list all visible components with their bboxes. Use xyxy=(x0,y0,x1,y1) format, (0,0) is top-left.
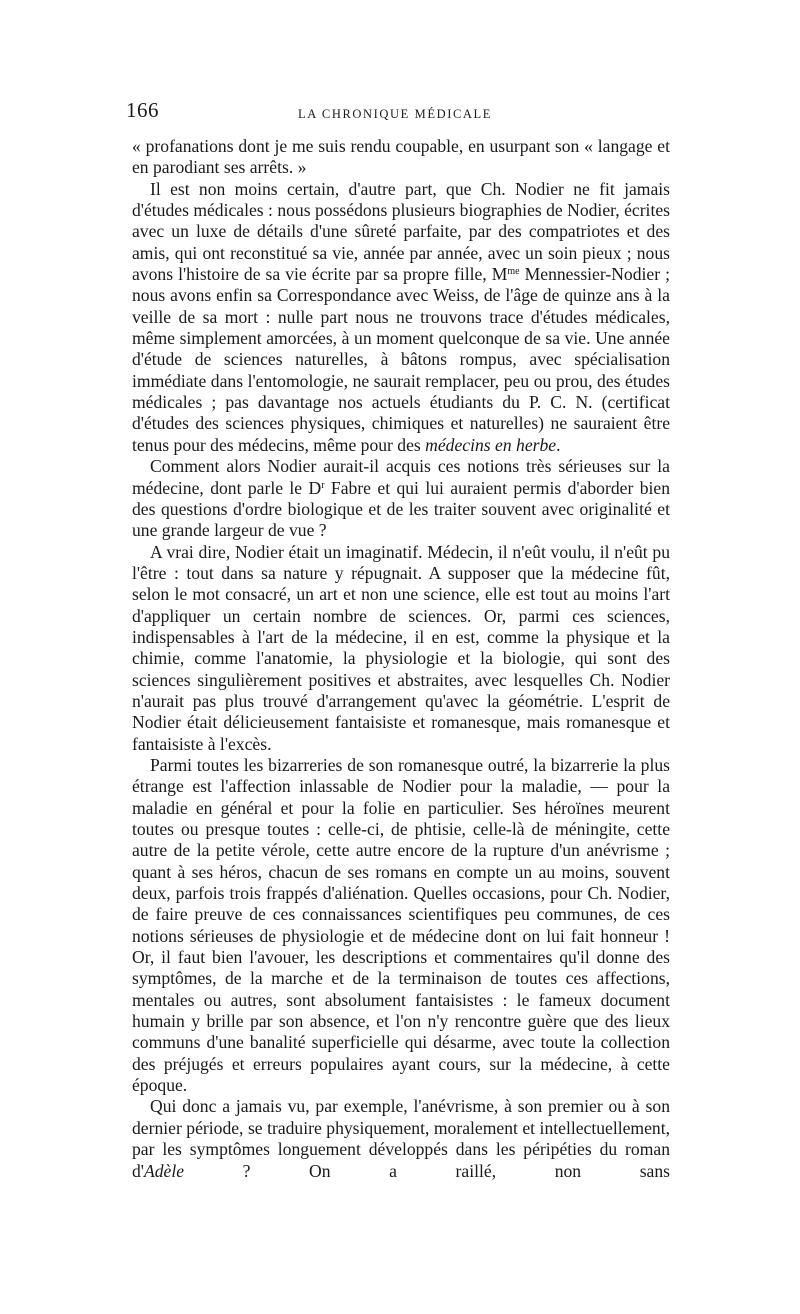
paragraph-anevrisme xyxy=(132,1096,670,1181)
paragraph-nodier-studies xyxy=(132,179,670,456)
paragraph-text: Mennessier-Nodier ; nous avons enfin sa Correspondance avec Weiss, de l'âge de quinze ans à la veille de sa mort : nulle part nous ne trouvons trace d'études médicales, même simplement amorcées, à un moment quelconque de sa vie. Une année d'étude de sciences naturelles, à bâtons rompus, avec spécialisation immédiate dans l'entomologie, ne saurait remplacer, peu ou prou, des études médicales ; pas davantage nos actuels étudiants du P. C. N. (certificat d'études des sciences physiques, chimiques et naturelles) ne sauraient être tenus pour des médecins, même pour des xyxy=(132,264,671,455)
superscript-abbrev: me xyxy=(507,266,520,278)
paragraph-imaginatif xyxy=(132,542,670,755)
running-header xyxy=(126,98,670,128)
italic-phrase: médecins en herbe xyxy=(425,434,557,455)
paragraph-text: Fabre et qui lui auraient permis d'aborder bien des questions d'ordre biologique et de les traiter souvent avec originalité et une grande largeur de vue ? xyxy=(132,477,670,541)
superscript-abbrev: r xyxy=(321,479,325,491)
book-page xyxy=(126,98,671,1182)
page-number: 166 xyxy=(126,98,159,122)
paragraph-text: Qui donc a jamais vu, par exemple, l'anévrisme, à son premier ou à son dernier période, se traduire physiquement, moralement et intellectuellement, par les symptômes longuement développés dans les péripéties du roman d' xyxy=(132,1096,670,1181)
paragraph-text: A vrai dire, Nodier était un imaginatif. Médecin, il n'eût voulu, il n'eût pu l'être : tout dans sa nature y répugnait. A supposer que la médecine fût, selon le mot consacré, un art et non une science, elle est tout au moins l'art d'appliquer un certain nombre de sciences. Or, parmi ces sciences, indispensables à l'art de la médecine, il en est, comme la physique et la chimie, comme l'anatomie, la physiologie et la biologie, qui sont des sciences singulièrement positives et abstraites, avec lesquelles Ch. Nodier n'aurait pas plus trouvé d'arrangement qu'avec la géométrie. L'esprit de Nodier était délicieusement fantaisiste et romanesque, mais romanesque et fantaisiste à l'excès. xyxy=(132,541,670,754)
paragraph-text: . xyxy=(556,434,561,455)
paragraph-text: ? On a raillé, non sans xyxy=(184,1160,670,1181)
paragraph-quote-continuation xyxy=(132,136,670,179)
journal-title: LA CHRONIQUE MÉDICALE xyxy=(298,107,493,121)
paragraph-question xyxy=(132,456,670,541)
paragraph-bizarreries xyxy=(132,755,670,1097)
paragraph-text: Il est non moins certain, d'autre part, que Ch. Nodier ne fit jamais d'études médicales : nous possédons plusieurs biographies de Nodier, écrites avec un luxe de détails d'une sûreté parfaite, par des compatriotes et des amis, qui ont reconstitué sa vie, année par année, avec un soin pieux ; nous avons l'histoire de sa vie écrite par sa propre fille, M xyxy=(132,178,670,285)
body-text xyxy=(132,136,670,1182)
italic-title: Adèle xyxy=(143,1160,185,1181)
paragraph-text: Comment alors Nodier aurait-il acquis ces notions très sérieuses sur la médecine, dont parle le D xyxy=(132,456,670,498)
paragraph-text: Parmi toutes les bizarreries de son romanesque outré, la bizarrerie la plus étrange est l'affection inlassable de Nodier pour la maladie, — pour la maladie en général et pour la folie en particulier. Ses héroïnes meurent toutes ou presque toutes : celle-ci, de phtisie, celle-là de méningite, cette autre de la petite vérole, cette autre encore de la rupture d'un anévrisme ; quant à ses héros, chacun de ses romans en compte un au moins, souvent deux, parfois trois frappés d'aliénation. Quelles occasions, pour Ch. Nodier, de faire preuve de ces connaissances scientifiques peu communes, de ces notions sérieuses de physiologie et de médecine dont on lui fait honneur ! Or, il faut bien l'avouer, les descriptions et commentaires qu'il donne des symptômes, de la marche et de la terminaison de toutes ces affections, mentales ou autres, sont absolument fantaisistes : le fameux document humain y brille par son absence, et l'on n'y rencontre guère que des lieux communs d'une banalité superficielle qui désarme, avec toute la collection des préjugés et erreurs populaires ayant cours, sur la médecine, à cette époque. xyxy=(132,754,670,1096)
paragraph-text: « profanations dont je me suis rendu coupable, en usurpant son « langage et en parodiant ses arrêts. » xyxy=(132,136,670,178)
